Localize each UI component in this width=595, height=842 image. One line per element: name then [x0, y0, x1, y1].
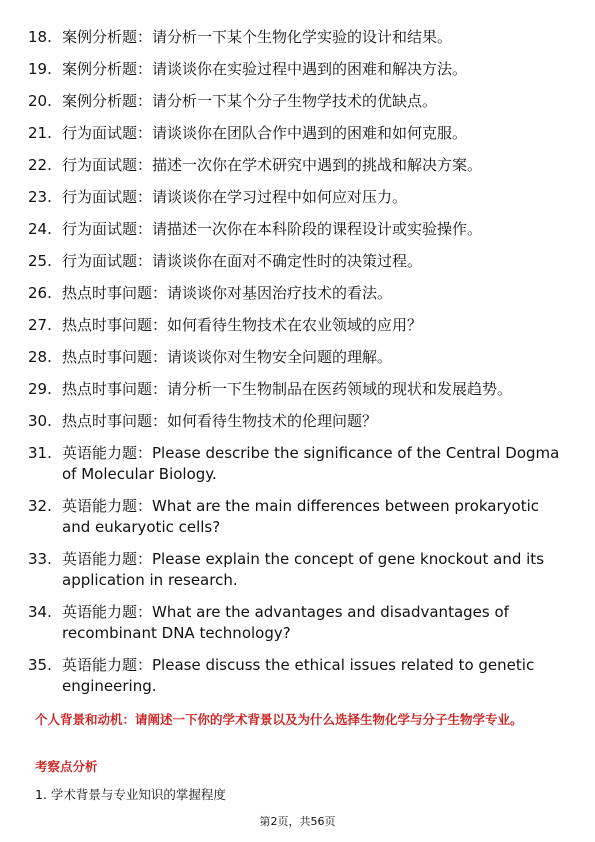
list-item: [28, 91, 568, 112]
list-item: [28, 59, 568, 80]
question-number: 28.: [28, 348, 52, 366]
question-text: 热点时事问题：如何看待生物技术的伦理问题？: [62, 412, 378, 430]
analysis-title: 考察点分析: [35, 759, 98, 774]
list-item: [28, 315, 568, 336]
question-text: 行为面试题：请谈谈你在团队合作中遇到的困难和如何克服。: [62, 124, 468, 142]
list-item: [28, 219, 568, 240]
question-number: 26.: [28, 284, 52, 302]
question-number: 25.: [28, 252, 52, 270]
question-number: 34.: [28, 603, 52, 621]
question-text: 行为面试题：请谈谈你在面对不确定性时的决策过程。: [62, 252, 423, 270]
question-text: 行为面试题：请描述一次你在本科阶段的课程设计或实验操作。: [62, 220, 483, 238]
question-number: 23.: [28, 188, 52, 206]
question-number: 29.: [28, 380, 52, 398]
question-number: 30.: [28, 412, 52, 430]
list-item: [28, 496, 568, 538]
question-number: 33.: [28, 550, 52, 568]
list-item: [28, 655, 568, 697]
question-number: 24.: [28, 220, 52, 238]
section-heading: 个人背景和动机：请阐述一下你的学术背景以及为什么选择生物化学与分子生物学专业。: [35, 712, 523, 727]
list-item: [28, 411, 568, 432]
question-number: 35.: [28, 656, 52, 674]
question-number: 31.: [28, 444, 52, 462]
question-text: 英语能力题：What are the main differences between prokaryotic and eukaryotic cells?: [62, 497, 540, 536]
question-text: 英语能力题：What are the advantages and disadvantages of recombinant DNA technology?: [62, 603, 509, 642]
question-text: 案例分析题：请分析一下某个分子生物学技术的优缺点。: [62, 92, 438, 110]
page-number: 第2页，共56页: [259, 815, 336, 828]
question-text: 行为面试题：描述一次你在学术研究中遇到的挑战和解决方案。: [62, 156, 483, 174]
list-item: [28, 27, 568, 48]
list-item: [28, 347, 568, 368]
list-item: [28, 155, 568, 176]
list-item: [28, 283, 568, 304]
question-number: 20.: [28, 92, 52, 110]
question-text: 英语能力题：Please describe the significance of the Central Dogma of Molecular Biology.: [62, 444, 560, 483]
list-item: [28, 187, 568, 208]
question-text: 热点时事问题：请谈谈你对基因治疗技术的看法。: [62, 284, 393, 302]
question-list: [28, 27, 568, 708]
question-number: 19.: [28, 60, 52, 78]
question-text: 英语能力题：Please explain the concept of gene knockout and its application in research.: [62, 550, 545, 589]
list-item: [28, 549, 568, 591]
question-text: 热点时事问题：请谈谈你对生物安全问题的理解。: [62, 348, 393, 366]
question-text: 英语能力题：Please discuss the ethical issues related to genetic engineering.: [62, 656, 535, 695]
question-text: 热点时事问题：如何看待生物技术在农业领域的应用？: [62, 316, 423, 334]
question-text: 案例分析题：请谈谈你在实验过程中遇到的困难和解决方法。: [62, 60, 468, 78]
question-number: 22.: [28, 156, 52, 174]
analysis-point: 1. 学术背景与专业知识的掌握程度: [35, 787, 226, 802]
list-item: [28, 602, 568, 644]
question-text: 案例分析题：请分析一下某个生物化学实验的设计和结果。: [62, 28, 453, 46]
question-text: 热点时事问题：请分析一下生物制品在医药领域的现状和发展趋势。: [62, 380, 513, 398]
question-number: 18.: [28, 28, 52, 46]
question-number: 32.: [28, 497, 52, 515]
question-text: 行为面试题：请谈谈你在学习过程中如何应对压力。: [62, 188, 408, 206]
list-item: [28, 443, 568, 485]
question-number: 27.: [28, 316, 52, 334]
question-number: 21.: [28, 124, 52, 142]
list-item: [28, 123, 568, 144]
list-item: [28, 251, 568, 272]
list-item: [28, 379, 568, 400]
